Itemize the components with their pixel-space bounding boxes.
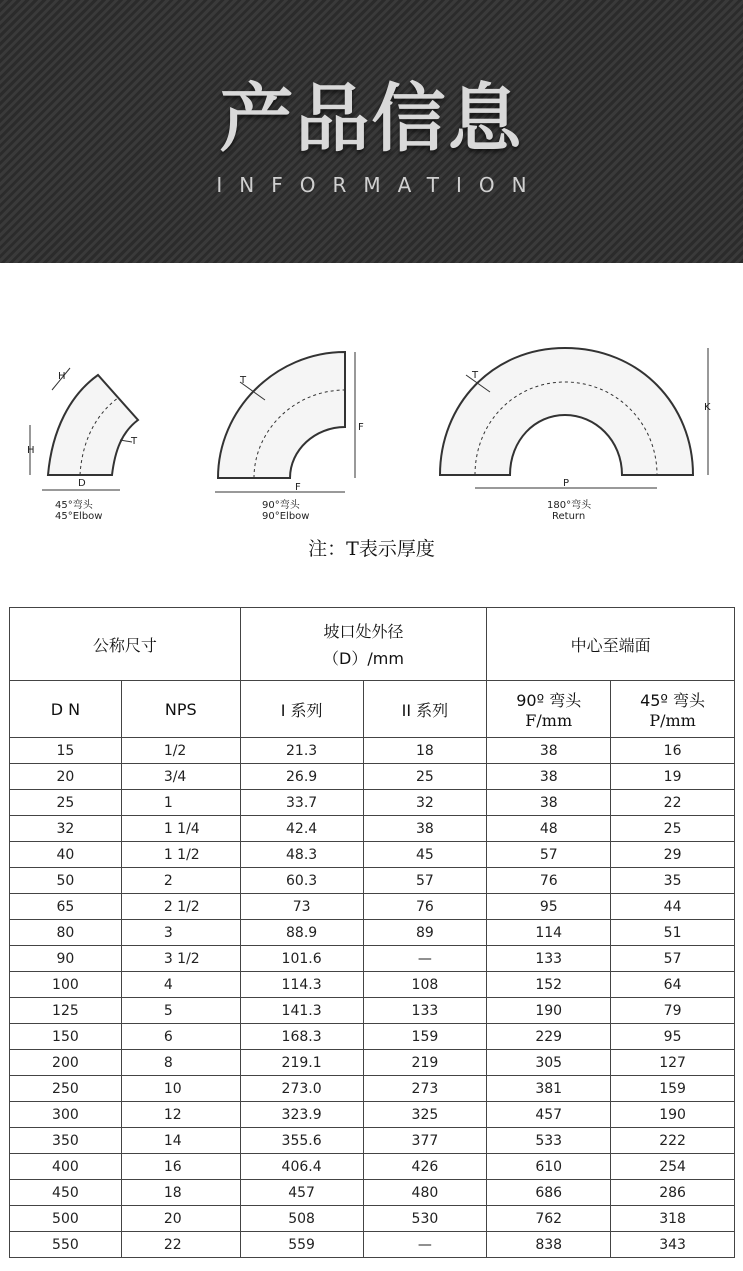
cell-series-1: 219.1 [240, 1050, 363, 1076]
cell-series-2: 530 [363, 1206, 487, 1232]
dim-t-label: T [131, 436, 138, 447]
cell-dn: 200 [10, 1050, 122, 1076]
cell-nps: 8 [121, 1050, 240, 1076]
cell-dn: 250 [10, 1076, 122, 1102]
banner-subtitle: INFORMATION [216, 173, 544, 197]
cell-nps: 3 1/2 [121, 946, 240, 972]
cell-90-elbow: 76 [487, 868, 611, 894]
header-90-elbow-unit: F/mm [525, 711, 573, 730]
cell-dn: 350 [10, 1128, 122, 1154]
cell-dn: 15 [10, 738, 122, 764]
cell-90-elbow: 838 [487, 1232, 611, 1258]
cell-series-2: 32 [363, 790, 487, 816]
elbow45-caption-cn: 45°弯头 [55, 500, 93, 511]
cell-45-elbow: 29 [611, 842, 735, 868]
cell-45-elbow: 79 [611, 998, 735, 1024]
cell-nps: 20 [121, 1206, 240, 1232]
header-od-unit: （D）/mm [323, 649, 404, 668]
table-row [10, 1024, 735, 1050]
cell-nps: 2 1/2 [121, 894, 240, 920]
cell-45-elbow: 190 [611, 1102, 735, 1128]
cell-series-1: 457 [240, 1180, 363, 1206]
cell-dn: 100 [10, 972, 122, 998]
cell-dn: 80 [10, 920, 122, 946]
table-row [10, 1102, 735, 1128]
dim-t-label: T [240, 375, 247, 386]
cell-series-1: 355.6 [240, 1128, 363, 1154]
header-banner [0, 0, 743, 263]
cell-dn: 32 [10, 816, 122, 842]
cell-dn: 40 [10, 842, 122, 868]
cell-series-1: 21.3 [240, 738, 363, 764]
cell-series-2: 45 [363, 842, 487, 868]
cell-90-elbow: 381 [487, 1076, 611, 1102]
cell-dn: 90 [10, 946, 122, 972]
cell-45-elbow: 44 [611, 894, 735, 920]
table-row [10, 790, 735, 816]
header-45-elbow [611, 681, 735, 738]
cell-45-elbow: 25 [611, 816, 735, 842]
cell-dn: 500 [10, 1206, 122, 1232]
cell-dn: 25 [10, 790, 122, 816]
cell-series-2: — [363, 1232, 487, 1258]
cell-90-elbow: 57 [487, 842, 611, 868]
cell-series-2: 426 [363, 1154, 487, 1180]
cell-nps: 16 [121, 1154, 240, 1180]
header-series-2: II 系列 [363, 681, 487, 738]
cell-series-1: 101.6 [240, 946, 363, 972]
dim-f-label: F [295, 482, 301, 493]
cell-90-elbow: 229 [487, 1024, 611, 1050]
table-row [10, 842, 735, 868]
cell-series-1: 26.9 [240, 764, 363, 790]
cell-45-elbow: 286 [611, 1180, 735, 1206]
cell-dn: 300 [10, 1102, 122, 1128]
cell-series-1: 168.3 [240, 1024, 363, 1050]
cell-45-elbow: 159 [611, 1076, 735, 1102]
cell-dn: 550 [10, 1232, 122, 1258]
cell-90-elbow: 152 [487, 972, 611, 998]
cell-nps: 1/2 [121, 738, 240, 764]
cell-series-1: 33.7 [240, 790, 363, 816]
cell-series-2: 76 [363, 894, 487, 920]
cell-series-1: 114.3 [240, 972, 363, 998]
return-caption-cn: 180°弯头 [547, 500, 592, 511]
cell-45-elbow: 22 [611, 790, 735, 816]
header-nominal-size: 公称尺寸 [10, 608, 241, 681]
cell-series-2: 89 [363, 920, 487, 946]
cell-45-elbow: 51 [611, 920, 735, 946]
cell-series-2: 57 [363, 868, 487, 894]
cell-90-elbow: 38 [487, 738, 611, 764]
cell-nps: 5 [121, 998, 240, 1024]
cell-90-elbow: 533 [487, 1128, 611, 1154]
header-dn: D N [10, 681, 122, 738]
cell-90-elbow: 133 [487, 946, 611, 972]
cell-nps: 22 [121, 1232, 240, 1258]
cell-45-elbow: 127 [611, 1050, 735, 1076]
banner-title: 产品信息 [219, 76, 524, 162]
cell-90-elbow: 48 [487, 816, 611, 842]
cell-series-1: 406.4 [240, 1154, 363, 1180]
cell-90-elbow: 114 [487, 920, 611, 946]
cell-nps: 10 [121, 1076, 240, 1102]
header-od-label: 坡口处外径 [323, 622, 404, 641]
table-row [10, 946, 735, 972]
return-caption-en: Return [552, 511, 586, 522]
cell-series-1: 60.3 [240, 868, 363, 894]
table-row [10, 1206, 735, 1232]
dim-f-label: F [358, 422, 364, 433]
cell-90-elbow: 457 [487, 1102, 611, 1128]
cell-45-elbow: 343 [611, 1232, 735, 1258]
table-row [10, 1050, 735, 1076]
cell-series-2: — [363, 946, 487, 972]
cell-nps: 4 [121, 972, 240, 998]
table-row [10, 1128, 735, 1154]
table-row [10, 972, 735, 998]
cell-90-elbow: 610 [487, 1154, 611, 1180]
cell-series-1: 141.3 [240, 998, 363, 1024]
cell-45-elbow: 57 [611, 946, 735, 972]
cell-series-2: 25 [363, 764, 487, 790]
cell-nps: 6 [121, 1024, 240, 1050]
cell-90-elbow: 305 [487, 1050, 611, 1076]
elbow90-caption-cn: 90°弯头 [262, 500, 300, 511]
cell-series-1: 73 [240, 894, 363, 920]
cell-nps: 12 [121, 1102, 240, 1128]
table-body [10, 738, 735, 1258]
cell-45-elbow: 318 [611, 1206, 735, 1232]
cell-series-2: 219 [363, 1050, 487, 1076]
table-row [10, 868, 735, 894]
cell-nps: 1 1/4 [121, 816, 240, 842]
cell-series-1: 42.4 [240, 816, 363, 842]
cell-series-1: 88.9 [240, 920, 363, 946]
table-row [10, 1180, 735, 1206]
cell-series-2: 133 [363, 998, 487, 1024]
cell-45-elbow: 95 [611, 1024, 735, 1050]
cell-dn: 50 [10, 868, 122, 894]
cell-45-elbow: 64 [611, 972, 735, 998]
cell-nps: 14 [121, 1128, 240, 1154]
cell-90-elbow: 686 [487, 1180, 611, 1206]
cell-nps: 18 [121, 1180, 240, 1206]
table-row [10, 764, 735, 790]
dim-h-label: H [58, 371, 66, 382]
cell-90-elbow: 38 [487, 790, 611, 816]
cell-series-2: 273 [363, 1076, 487, 1102]
cell-dn: 400 [10, 1154, 122, 1180]
thickness-note: 注：T表示厚度 [308, 538, 435, 560]
cell-series-2: 159 [363, 1024, 487, 1050]
elbow45-caption-en: 45°Elbow [55, 511, 103, 522]
cell-45-elbow: 19 [611, 764, 735, 790]
dim-k-label: K [704, 402, 711, 413]
cell-series-2: 38 [363, 816, 487, 842]
cell-series-1: 559 [240, 1232, 363, 1258]
cell-nps: 1 [121, 790, 240, 816]
cell-90-elbow: 762 [487, 1206, 611, 1232]
cell-series-2: 108 [363, 972, 487, 998]
cell-45-elbow: 35 [611, 868, 735, 894]
cell-90-elbow: 190 [487, 998, 611, 1024]
cell-90-elbow: 38 [487, 764, 611, 790]
table-row [10, 1076, 735, 1102]
cell-dn: 65 [10, 894, 122, 920]
header-nps: NPS [121, 681, 240, 738]
elbow90-caption-en: 90°Elbow [262, 511, 310, 522]
elbow-diagrams [0, 330, 743, 530]
header-45-elbow-unit: P/mm [649, 711, 696, 730]
table-row [10, 1232, 735, 1258]
header-center-to-end: 中心至端面 [487, 608, 735, 681]
cell-series-1: 323.9 [240, 1102, 363, 1128]
header-series-1: I 系列 [240, 681, 363, 738]
header-90-elbow-label: 90º 弯头 [516, 691, 582, 710]
table-row [10, 920, 735, 946]
table-row [10, 998, 735, 1024]
cell-dn: 450 [10, 1180, 122, 1206]
dim-t-label: T [472, 370, 479, 381]
cell-90-elbow: 95 [487, 894, 611, 920]
elbow-diagram-drawing [0, 330, 743, 530]
header-outer-diameter [240, 608, 487, 681]
cell-45-elbow: 254 [611, 1154, 735, 1180]
header-45-elbow-label: 45º 弯头 [640, 691, 706, 710]
cell-nps: 1 1/2 [121, 842, 240, 868]
dim-d-label: D [78, 478, 86, 489]
cell-series-1: 48.3 [240, 842, 363, 868]
table-row [10, 816, 735, 842]
cell-dn: 20 [10, 764, 122, 790]
table-row [10, 1154, 735, 1180]
header-90-elbow [487, 681, 611, 738]
cell-series-2: 18 [363, 738, 487, 764]
cell-series-1: 508 [240, 1206, 363, 1232]
dim-p-label: P [563, 478, 570, 489]
cell-nps: 3 [121, 920, 240, 946]
cell-nps: 3/4 [121, 764, 240, 790]
cell-45-elbow: 222 [611, 1128, 735, 1154]
dimension-table [9, 607, 735, 1258]
table-row [10, 894, 735, 920]
cell-series-2: 325 [363, 1102, 487, 1128]
cell-45-elbow: 16 [611, 738, 735, 764]
cell-series-2: 377 [363, 1128, 487, 1154]
cell-dn: 125 [10, 998, 122, 1024]
cell-nps: 2 [121, 868, 240, 894]
cell-series-2: 480 [363, 1180, 487, 1206]
cell-series-1: 273.0 [240, 1076, 363, 1102]
cell-dn: 150 [10, 1024, 122, 1050]
table-row [10, 738, 735, 764]
dim-h-label: H [27, 445, 35, 456]
